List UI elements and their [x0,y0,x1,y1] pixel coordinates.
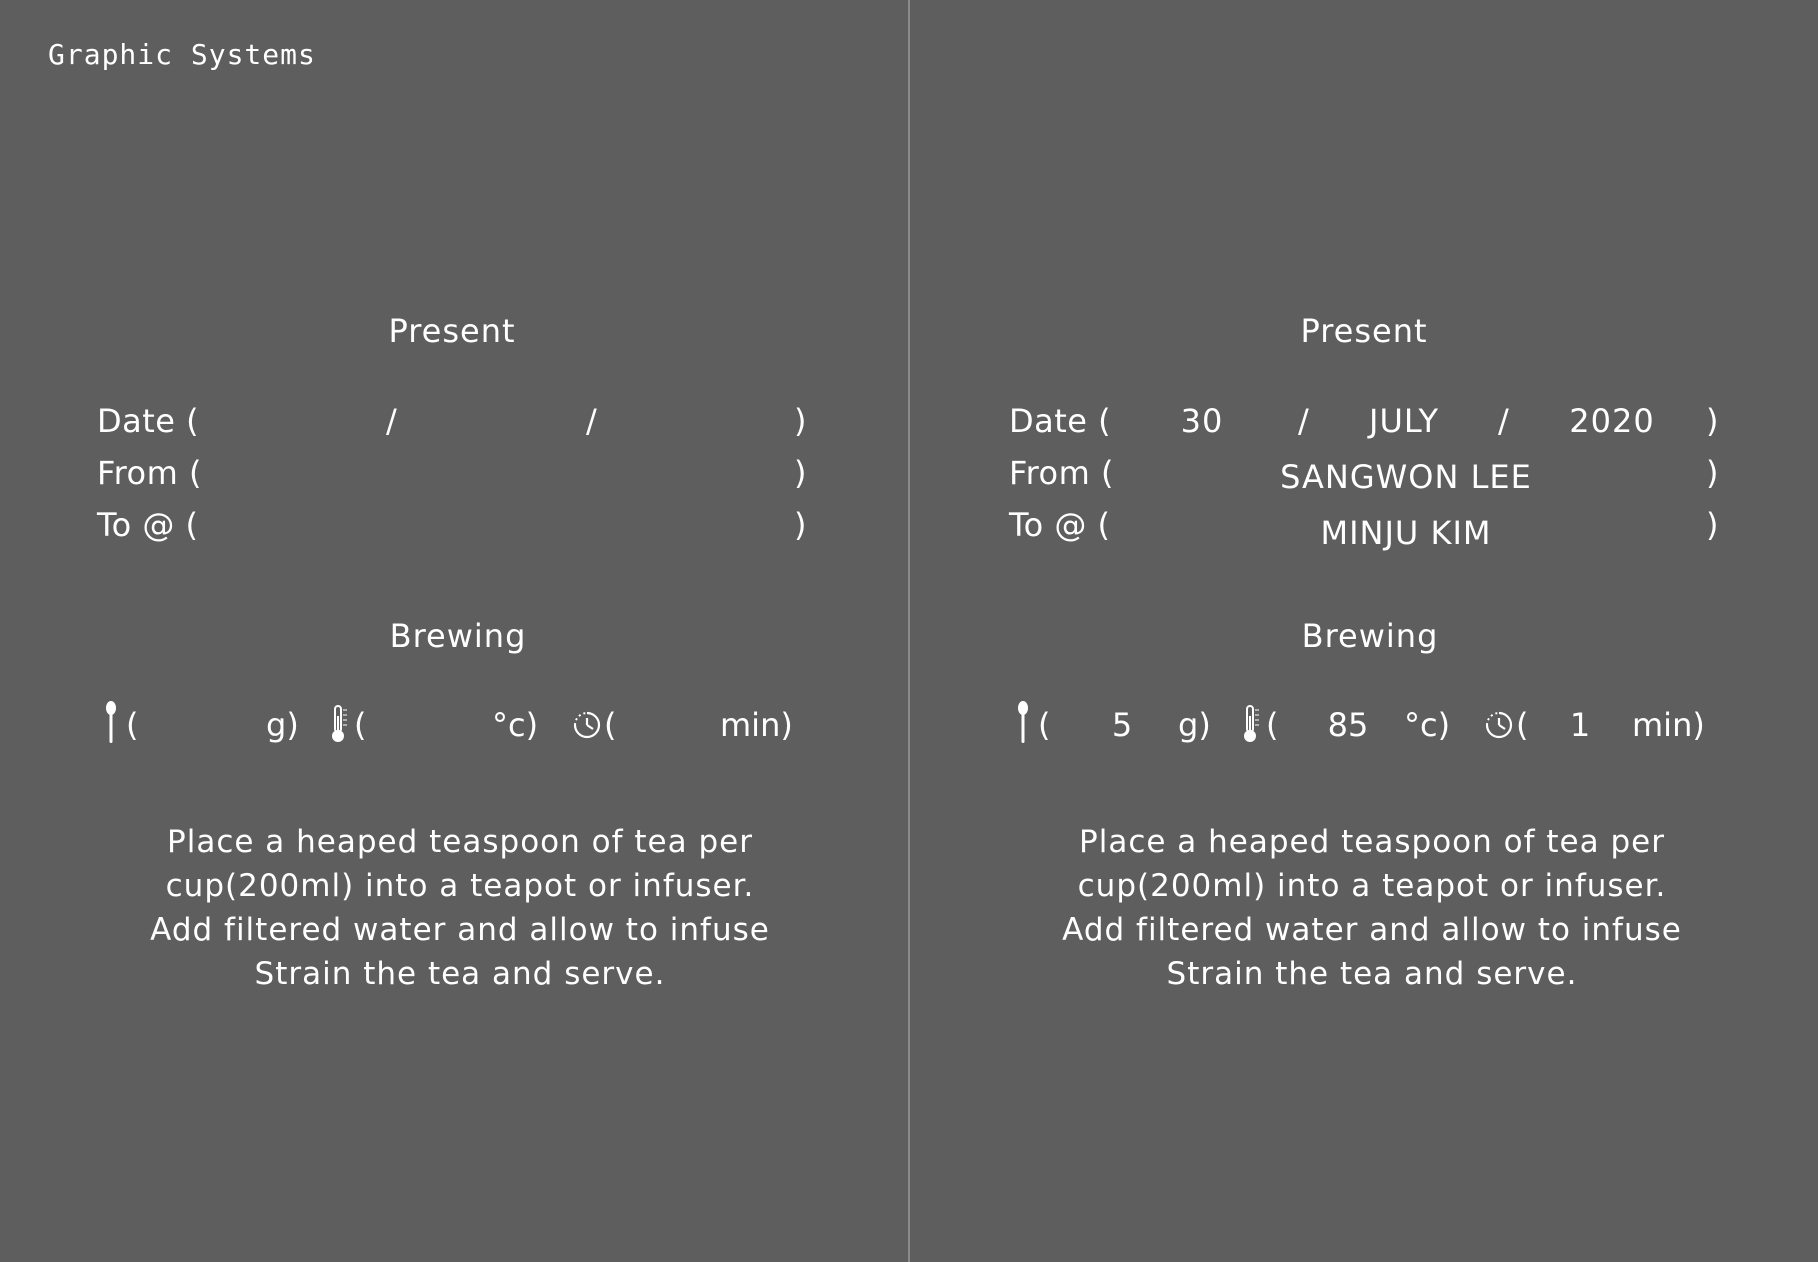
date-label: Date ( [1009,402,1112,440]
date-year-value: 2020 [1569,402,1655,440]
celsius-open-paren: ( [354,706,367,744]
celsius-value: 85 [1327,706,1369,744]
date-month-value: JULY [1369,402,1439,440]
date-label: Date ( [97,402,200,440]
date-slash: / [586,402,597,440]
date-slash: / [386,402,397,440]
instruction-line: Add filtered water and allow to infuse [150,912,770,948]
grams-value: 5 [1111,706,1133,744]
grams-unit: g) [266,706,299,744]
blank-card [0,0,908,1262]
date-day-value: 30 [1180,402,1224,440]
from-label: From ( [1009,454,1114,492]
filled-card [912,0,1818,1262]
thermometer-icon [1242,704,1262,744]
date-close-paren: ) [794,402,807,440]
minutes-open-paren: ( [604,706,617,744]
present-heading: Present [1300,312,1428,350]
brand-title: Graphic Systems [48,38,316,71]
to-label: To @ ( [97,506,199,544]
minutes-value: 1 [1569,706,1591,744]
grams-unit: g) [1178,706,1211,744]
celsius-unit: °c) [492,706,539,744]
spoon-icon [1016,700,1030,744]
minutes-unit: min) [720,706,793,744]
grams-open-paren: ( [1038,706,1051,744]
instruction-line: Place a heaped teaspoon of tea per [1079,824,1665,860]
to-close-paren: ) [1706,506,1719,544]
brewing-heading: Brewing [389,617,527,655]
to-close-paren: ) [794,506,807,544]
date-close-paren: ) [1706,402,1719,440]
celsius-open-paren: ( [1266,706,1279,744]
from-value: SANGWON LEE [1280,458,1532,496]
brewing-heading: Brewing [1301,617,1439,655]
timer-icon [572,710,602,740]
grams-open-paren: ( [126,706,139,744]
to-label: To @ ( [1009,506,1111,544]
instruction-line: cup(200ml) into a teapot or infuser. [165,868,755,904]
instruction-line: Strain the tea and serve. [254,956,666,992]
instruction-line: cup(200ml) into a teapot or infuser. [1077,868,1667,904]
spoon-icon [104,700,118,744]
page-divider [908,0,910,1262]
minutes-open-paren: ( [1516,706,1529,744]
date-slash: / [1498,402,1509,440]
to-value: MINJU KIM [1320,514,1492,552]
instruction-line: Add filtered water and allow to infuse [1062,912,1682,948]
minutes-unit: min) [1632,706,1705,744]
instruction-line: Place a heaped teaspoon of tea per [167,824,753,860]
date-slash: / [1298,402,1309,440]
present-heading: Present [388,312,516,350]
celsius-unit: °c) [1404,706,1451,744]
from-close-paren: ) [794,454,807,492]
instructions [110,820,810,996]
instructions [1022,820,1722,996]
from-close-paren: ) [1706,454,1719,492]
instruction-line: Strain the tea and serve. [1166,956,1578,992]
from-label: From ( [97,454,202,492]
timer-icon [1484,710,1514,740]
thermometer-icon [330,704,350,744]
